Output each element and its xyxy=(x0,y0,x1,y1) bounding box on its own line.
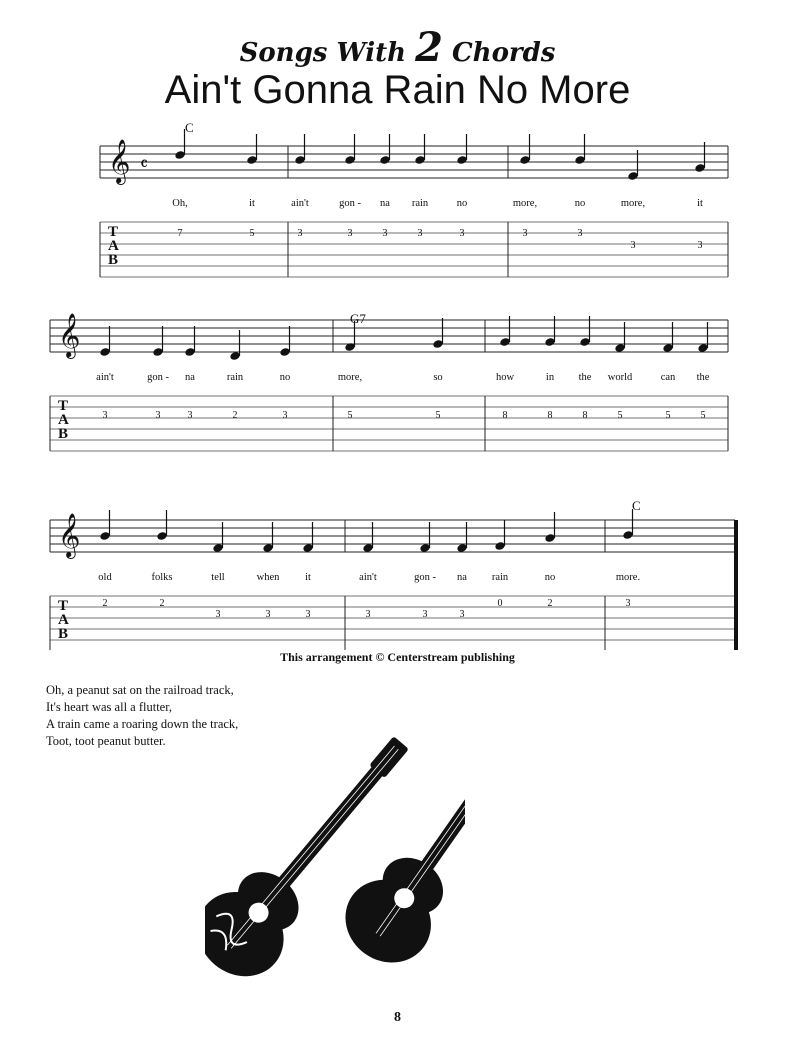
lyric-syllable: rain xyxy=(491,572,509,583)
poem-line: A train came a roaring down the track, xyxy=(46,717,239,731)
tab-number: 2 xyxy=(102,598,108,609)
tab-label: B xyxy=(108,252,119,268)
tab-number: 3 xyxy=(347,228,353,239)
lyric-syllable: na xyxy=(380,198,390,209)
tab-number: 5 xyxy=(435,410,441,421)
lyric-syllable: more, xyxy=(620,198,646,209)
tab-number: 8 xyxy=(582,410,588,421)
tab-number: 3 xyxy=(155,410,161,421)
tab-number: 3 xyxy=(625,598,631,609)
lyric-syllable: ain't xyxy=(359,572,377,583)
tab-number: 3 xyxy=(630,240,636,251)
lyric-syllable: no xyxy=(544,572,556,583)
lyric-syllable: ain't xyxy=(96,372,114,383)
lyric-syllable: gon - xyxy=(339,198,361,209)
tab-number: 5 xyxy=(347,410,353,421)
chord-name: C xyxy=(632,498,641,513)
tab-number: 3 xyxy=(417,228,423,239)
lyric-syllable: no xyxy=(574,198,586,209)
system-2 xyxy=(50,311,728,451)
lyric-syllable: folks xyxy=(151,572,173,583)
tab-number: 2 xyxy=(232,410,238,421)
lyric-syllable: gon - xyxy=(414,572,436,583)
tab-label: A xyxy=(58,412,69,428)
tab-number: 3 xyxy=(215,609,221,620)
tab-number: 3 xyxy=(187,410,193,421)
page-number: 8 xyxy=(394,1010,401,1025)
tab-number: 2 xyxy=(547,598,553,609)
tab-number: 3 xyxy=(422,609,428,620)
tab-label: T xyxy=(58,398,69,414)
tab-number: 3 xyxy=(697,240,703,251)
tab-label: T xyxy=(58,598,69,614)
heading-number: 2 xyxy=(415,24,443,71)
chord-name: C xyxy=(185,120,194,135)
tab-number: 5 xyxy=(617,410,623,421)
arrangement-credit: This arrangement © Centerstream publishing xyxy=(280,650,515,664)
heading-prefix: Songs With xyxy=(239,38,406,68)
tab-number: 3 xyxy=(282,410,288,421)
lyric-syllable: old xyxy=(98,572,112,583)
poem-line: It's heart was all a flutter, xyxy=(46,700,173,714)
poem-line: Oh, a peanut sat on the railroad track, xyxy=(46,683,234,697)
lyric-syllable: more, xyxy=(512,198,538,209)
tab-number: 5 xyxy=(665,410,671,421)
tab-number: 5 xyxy=(700,410,706,421)
lyric-syllable: gon - xyxy=(147,372,169,383)
lyric-syllable: how xyxy=(495,372,515,383)
treble-clef-icon: 𝄞 xyxy=(58,315,81,357)
system-1 xyxy=(100,120,728,277)
tab-number: 7 xyxy=(177,228,183,239)
lyric-syllable: world xyxy=(607,372,633,383)
lyric-syllable: it xyxy=(305,572,311,583)
tab-number: 3 xyxy=(305,609,311,620)
tab-number: 3 xyxy=(459,609,465,620)
tab-number: 3 xyxy=(577,228,583,239)
tab-label: B xyxy=(58,626,69,642)
lyric-syllable: so xyxy=(433,372,443,383)
tab-number: 3 xyxy=(382,228,388,239)
tab-number: 3 xyxy=(365,609,371,620)
lyric-syllable: the xyxy=(696,372,710,383)
lyric-syllable: no xyxy=(279,372,291,383)
system-3 xyxy=(50,498,738,650)
tab-number: 3 xyxy=(297,228,303,239)
song-title: Ain't Gonna Rain No More xyxy=(164,68,631,112)
tab-number: 8 xyxy=(547,410,553,421)
tab-label: A xyxy=(58,612,69,628)
tab-label: T xyxy=(108,224,119,240)
treble-clef-icon: 𝄞 xyxy=(108,141,131,183)
lyric-syllable: more. xyxy=(615,572,641,583)
lyric-syllable: rain xyxy=(226,372,244,383)
lyric-syllable: rain xyxy=(411,198,429,209)
tab-number: 3 xyxy=(459,228,465,239)
lyric-syllable: no xyxy=(456,198,468,209)
tab-number: 3 xyxy=(265,609,271,620)
tab-label: A xyxy=(108,238,119,254)
lyric-syllable: the xyxy=(578,372,592,383)
tab-number: 3 xyxy=(102,410,108,421)
heading-suffix: Chords xyxy=(451,38,556,68)
lyric-syllable: ain't xyxy=(291,198,309,209)
tab-number: 8 xyxy=(502,410,508,421)
lyric-syllable: it xyxy=(249,198,255,209)
treble-clef-icon: 𝄞 xyxy=(58,515,81,557)
ukulele-illustration xyxy=(205,700,465,980)
lyric-syllable: na xyxy=(185,372,195,383)
poem-line: Toot, toot peanut butter. xyxy=(46,734,166,748)
lyric-syllable: tell xyxy=(211,572,225,583)
tab-number: 0 xyxy=(497,598,503,609)
final-barline xyxy=(734,520,738,650)
common-time-icon: 𝄴 xyxy=(140,154,149,174)
lyric-syllable: Oh, xyxy=(172,198,188,209)
lyric-syllable: more, xyxy=(337,372,363,383)
tab-number: 5 xyxy=(249,228,255,239)
lyric-syllable: when xyxy=(256,572,280,583)
tab-label: B xyxy=(58,426,69,442)
lyric-syllable: na xyxy=(457,572,467,583)
chord-name: G7 xyxy=(350,311,366,326)
tab-number: 2 xyxy=(159,598,165,609)
lyric-syllable: can xyxy=(660,372,676,383)
lyric-syllable: it xyxy=(697,198,703,209)
lyric-syllable: in xyxy=(545,372,555,383)
tab-number: 3 xyxy=(522,228,528,239)
